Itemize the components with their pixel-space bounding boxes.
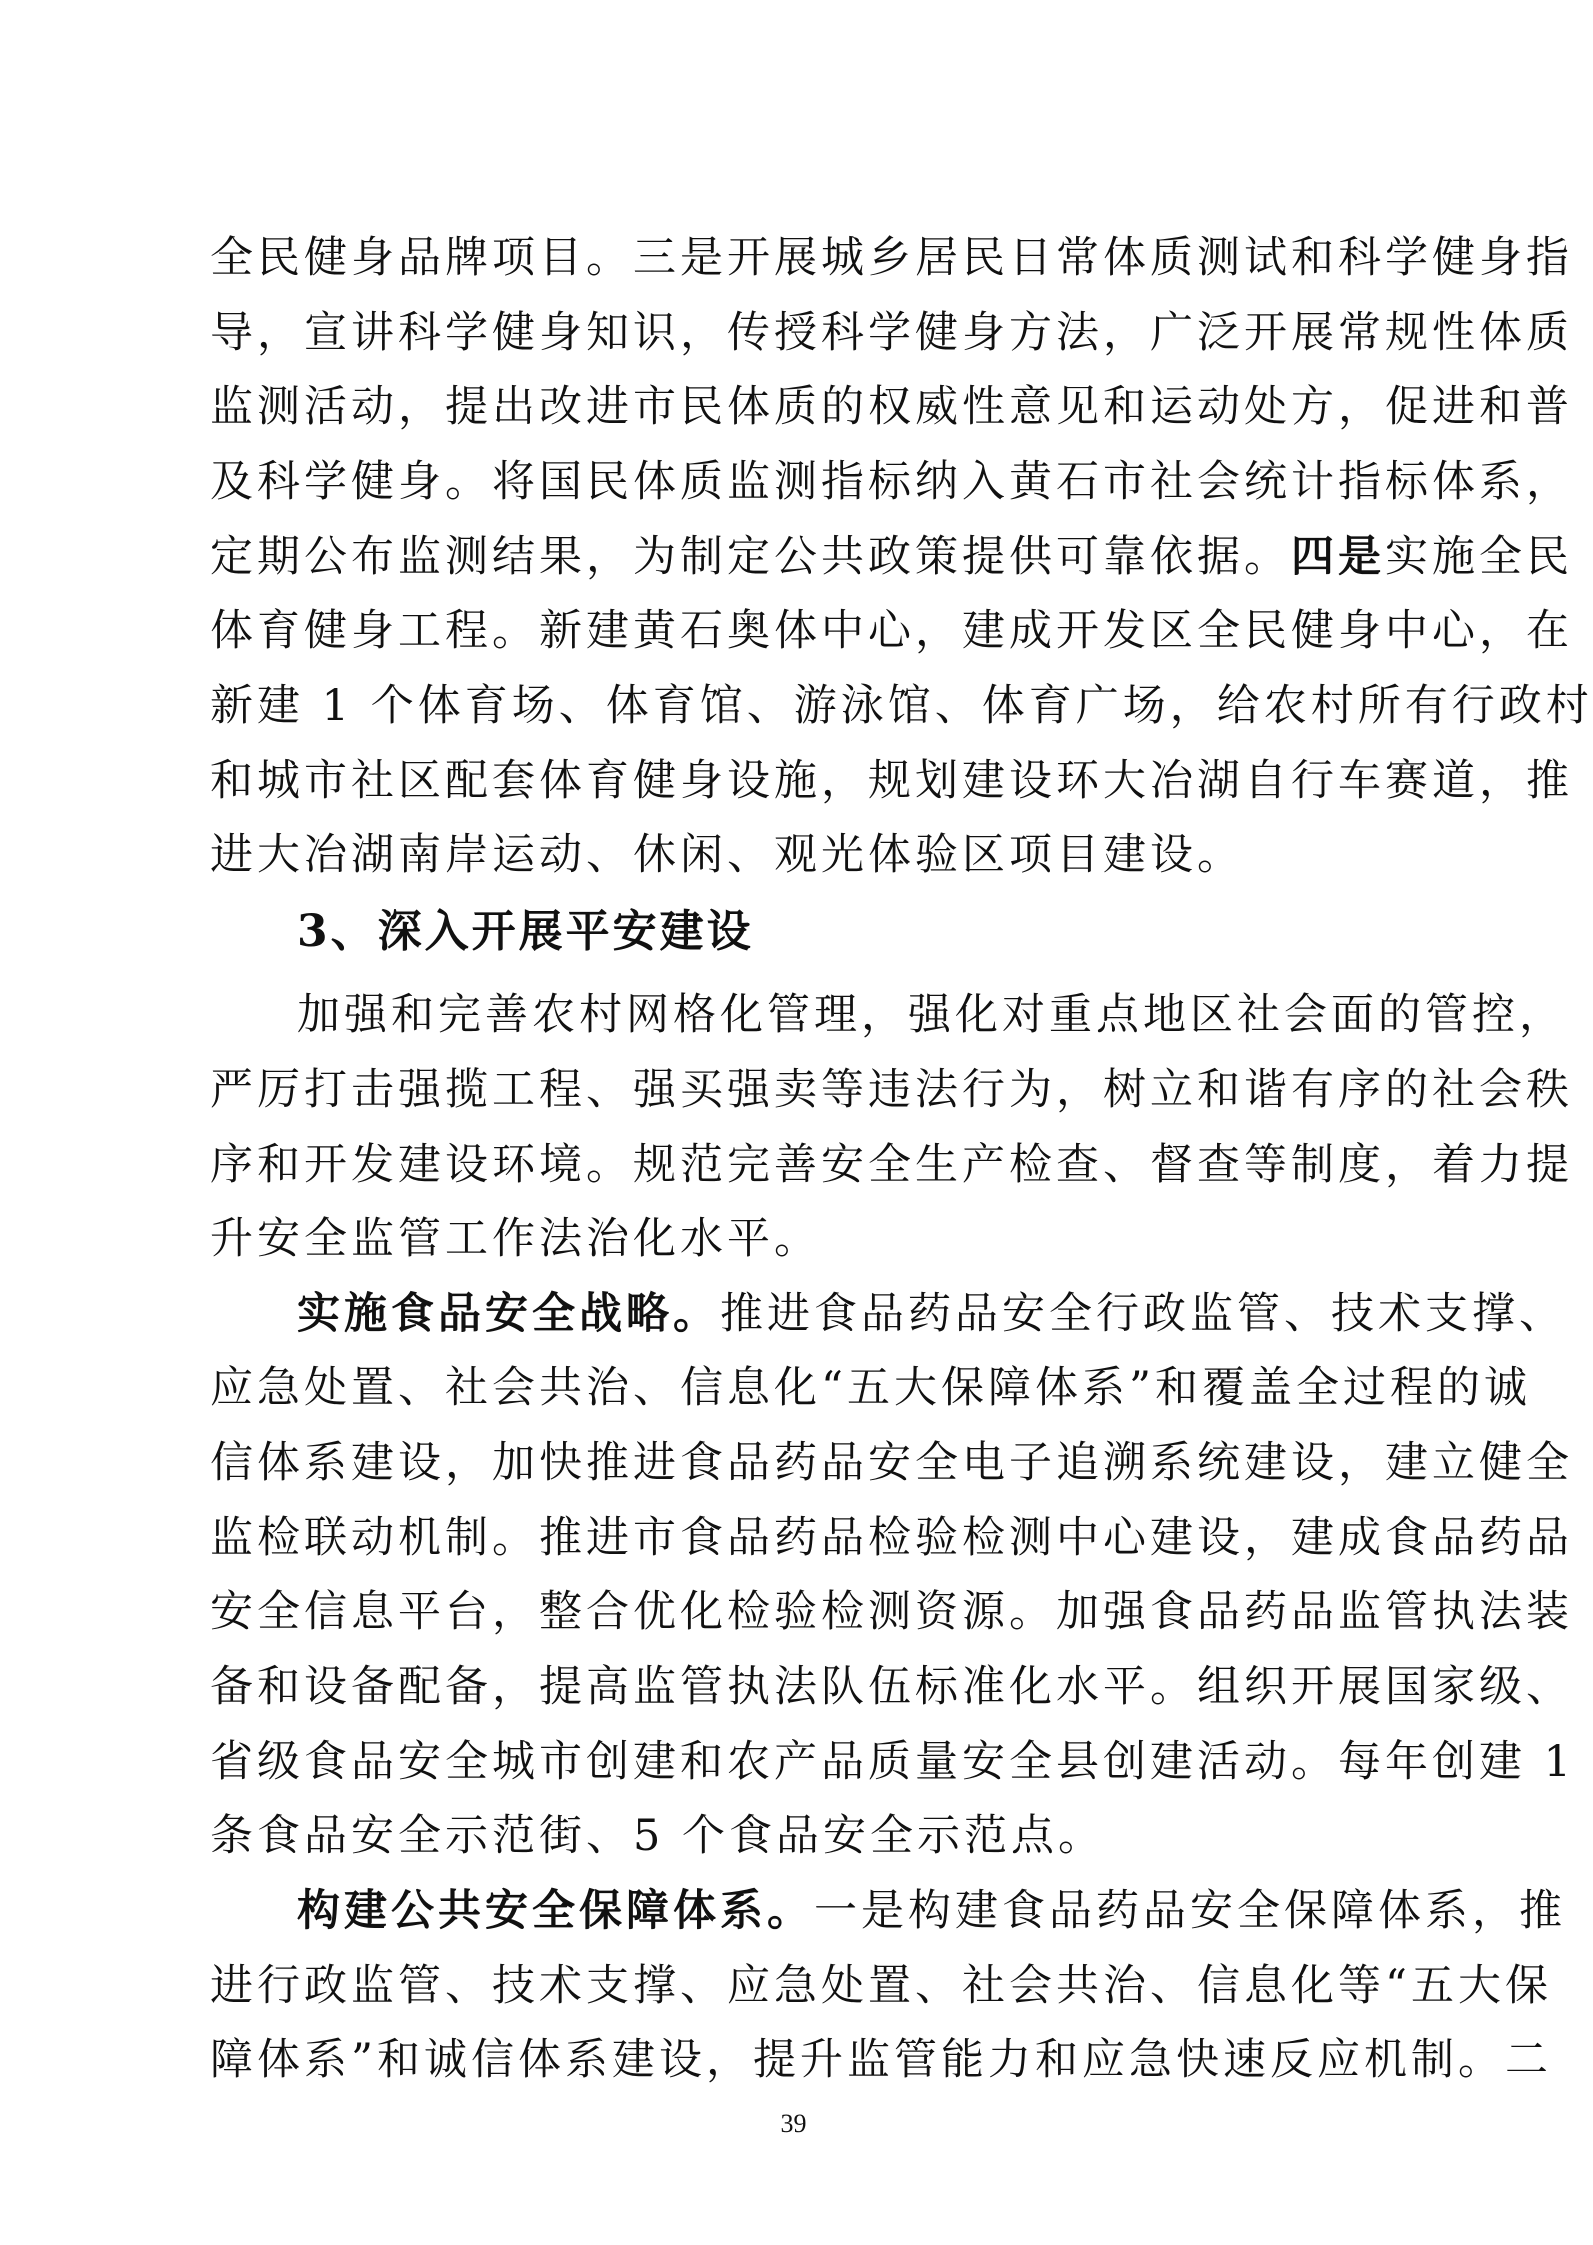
body-text-span: 一是构建食品药品安全保障体系，推 (814, 1886, 1566, 1936)
body-text-line: 导，宣讲科学健身知识，传授科学健身方法，广泛开展常规性体质 (210, 308, 1573, 358)
body-text-line: 全民健身品牌项目。三是开展城乡居民日常体质测试和科学健身指 (210, 233, 1573, 283)
body-text-line: 和城市社区配套体育健身设施，规划建设环大冶湖自行车赛道，推 (210, 756, 1573, 806)
body-text-line: 严厉打击强揽工程、强买强卖等违法行为，树立和谐有序的社会秩 (210, 1065, 1573, 1115)
page-number: 39 (780, 2109, 807, 2138)
body-text-span: 实施全民 (1385, 532, 1573, 582)
body-text-line: 升安全监管工作法治化水平。 (210, 1214, 821, 1264)
body-text-line: 体育健身工程。新建黄石奥体中心，建成开发区全民健身中心，在 (210, 606, 1573, 656)
body-text-line: 及科学健身。将国民体质监测指标纳入黄石市社会统计指标体系， (210, 457, 1573, 507)
body-text-line (297, 1881, 1566, 1941)
body-text-line (297, 1284, 1566, 1344)
body-text-span: 推进食品药品安全行政监管、技术支撑、 (720, 1289, 1566, 1339)
body-text-line: 序和开发建设环境。规范完善安全生产检查、督查等制度，着力提 (210, 1140, 1573, 1190)
body-text-line: 新建 1 个体育场、体育馆、游泳馆、体育广场，给农村所有行政村 (210, 681, 1593, 731)
paragraph-lead: 实施食品安全战略。 (297, 1289, 720, 1339)
body-text-line: 信体系建设，加快推进食品药品安全电子追溯系统建设，建立健全 (210, 1438, 1573, 1488)
body-text-line (210, 527, 1573, 587)
body-text-line: 监测活动，提出改进市民体质的权威性意见和运动处方，促进和普 (210, 382, 1573, 432)
body-text-span: 定期公布监测结果，为制定公共政策提供可靠依据。 (210, 532, 1291, 582)
body-text-line: 条食品安全示范街、5 个食品安全示范点。 (210, 1811, 1106, 1861)
body-text-line: 加强和完善农村网格化管理，强化对重点地区社会面的管控， (297, 990, 1566, 1040)
paragraph-lead: 构建公共安全保障体系。 (297, 1886, 814, 1936)
section-heading: 3、深入开展平安建设 (297, 906, 754, 957)
emphasis-text: 四是 (1291, 532, 1385, 582)
body-text-line: 障体系”和诚信体系建设，提升监管能力和应急快速反应机制。二 (210, 2035, 1552, 2085)
body-text-line: 备和设备配备，提高监管执法队伍标准化水平。组织开展国家级、 (210, 1662, 1573, 1712)
body-text-line: 安全信息平台，整合优化检验检测资源。加强食品药品监管执法装 (210, 1587, 1573, 1637)
body-text-line: 省级食品安全城市创建和农产品质量安全县创建活动。每年创建 1 (210, 1737, 1576, 1787)
body-text-line: 进行政监管、技术支撑、应急处置、社会共治、信息化等“五大保 (210, 1961, 1552, 2011)
body-text-line: 监检联动机制。推进市食品药品检验检测中心建设，建成食品药品 (210, 1513, 1573, 1563)
body-text-line: 进大冶湖南岸运动、休闲、观光体验区项目建设。 (210, 830, 1244, 880)
body-text-line: 应急处置、社会共治、信息化“五大保障体系”和覆盖全过程的诚 (210, 1363, 1531, 1413)
